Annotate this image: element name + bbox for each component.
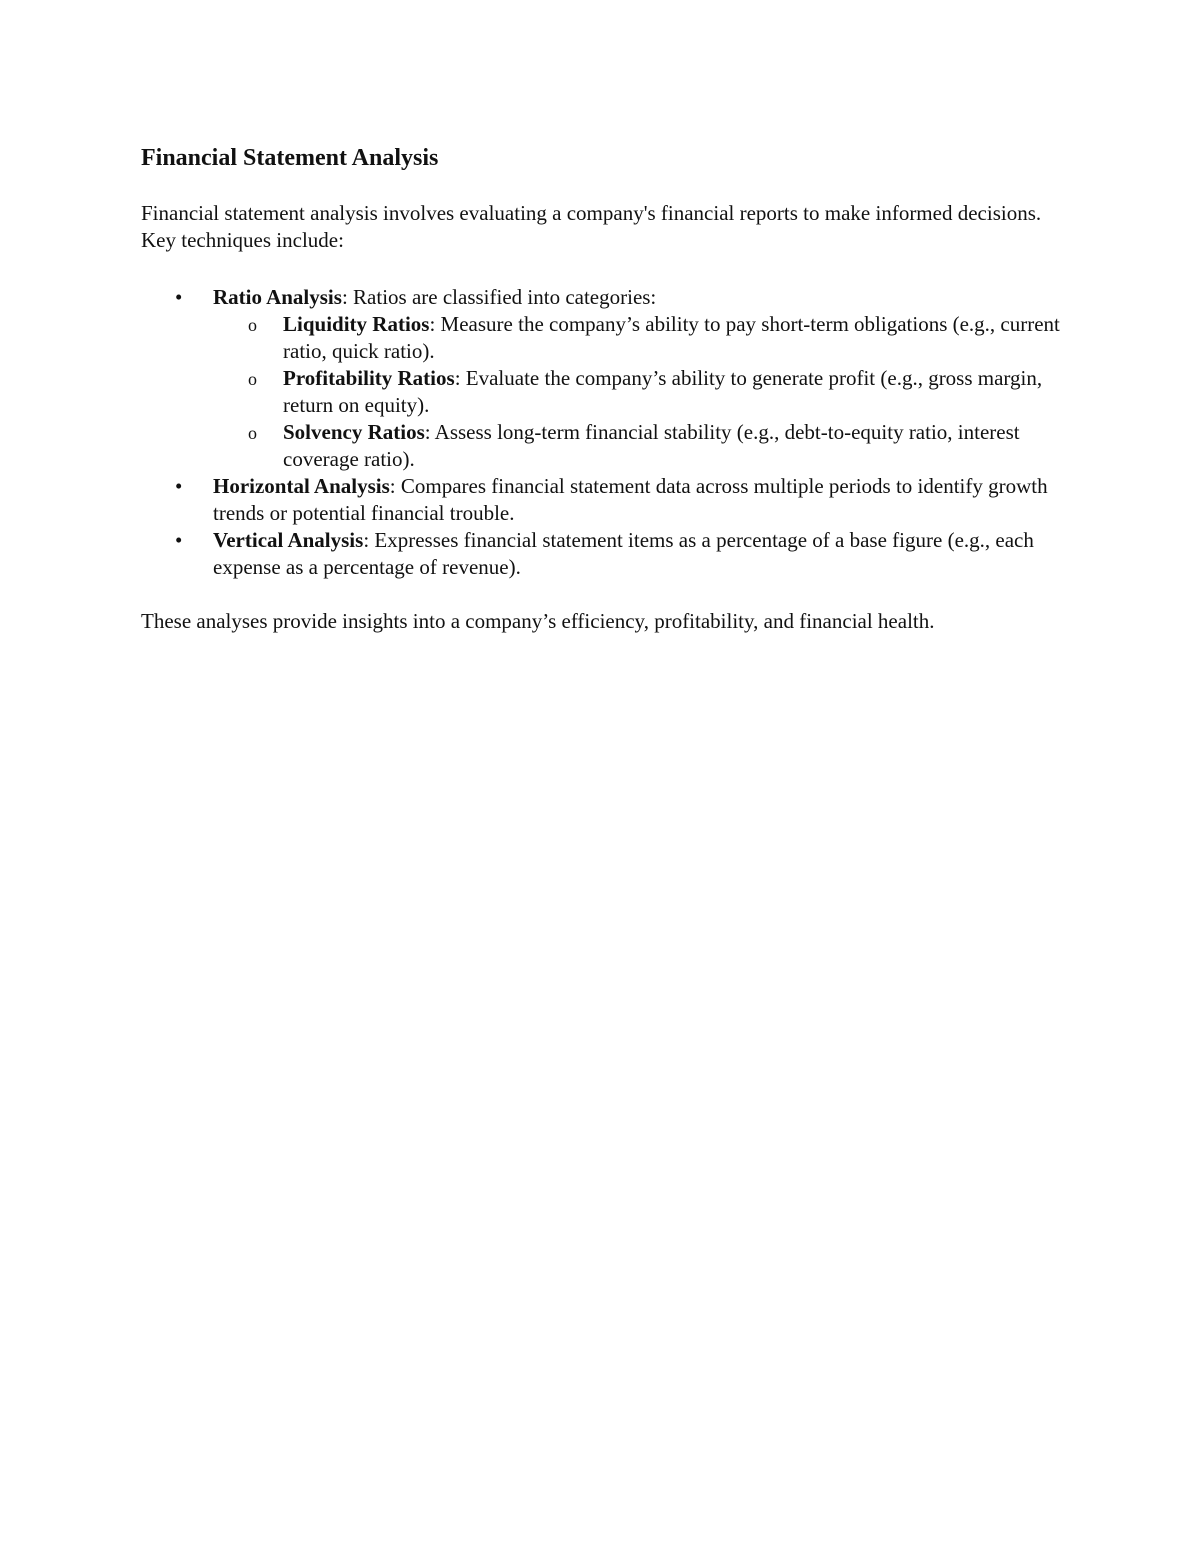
text-ratio-analysis: : Ratios are classified into categories: (341, 285, 657, 309)
term-solvency-ratios: Solvency Ratios (283, 420, 425, 444)
closing-paragraph: These analyses provide insights into a company’s efficiency, profitability, and financial health. (141, 609, 935, 633)
text-liquidity-ratios: : Measure the company’s ability to pay short-term obligations (e.g., current ratio, quick ratio). (283, 312, 1060, 363)
term-profitability-ratios: Profitability Ratios (283, 366, 455, 390)
sub-item-profitability (141, 365, 1071, 419)
bullet-icon: • (175, 285, 183, 309)
term-horizontal-analysis: Horizontal Analysis (213, 474, 390, 498)
bullet-icon: • (175, 474, 183, 498)
techniques-list (141, 284, 1071, 581)
sub-bullet-icon: o (248, 423, 257, 443)
bullet-icon: • (175, 528, 183, 552)
sub-bullet-icon: o (248, 315, 257, 335)
text-profitability-ratios: : Evaluate the company’s ability to generate profit (e.g., gross margin, return on equity). (283, 366, 1043, 417)
ratio-categories-list (213, 311, 1071, 473)
list-item-vertical-analysis (141, 527, 1071, 581)
text-horizontal-analysis: : Compares financial statement data across multiple periods to identify growth trends or potential financial trouble. (213, 474, 1048, 525)
sub-item-liquidity (141, 311, 1071, 365)
sub-item-solvency (141, 419, 1071, 473)
text-solvency-ratios: : Assess long-term financial stability (e.g., debt-to-equity ratio, interest coverage ratio). (283, 420, 1020, 471)
term-vertical-analysis: Vertical Analysis (213, 528, 364, 552)
intro-paragraph: Financial statement analysis involves evaluating a company's financial reports to make informed decisions. Key techniques include: (141, 201, 1042, 252)
document-title: Financial Statement Analysis (141, 145, 439, 171)
list-item-horizontal-analysis (141, 473, 1071, 527)
term-liquidity-ratios: Liquidity Ratios (283, 312, 430, 336)
sub-bullet-icon: o (248, 369, 257, 389)
list-item-ratio-analysis (141, 284, 1071, 473)
text-vertical-analysis: : Expresses financial statement items as a percentage of a base figure (e.g., each expense as a percentage of revenue). (213, 528, 1034, 579)
document-content (141, 140, 1071, 635)
term-ratio-analysis: Ratio Analysis (213, 285, 342, 309)
